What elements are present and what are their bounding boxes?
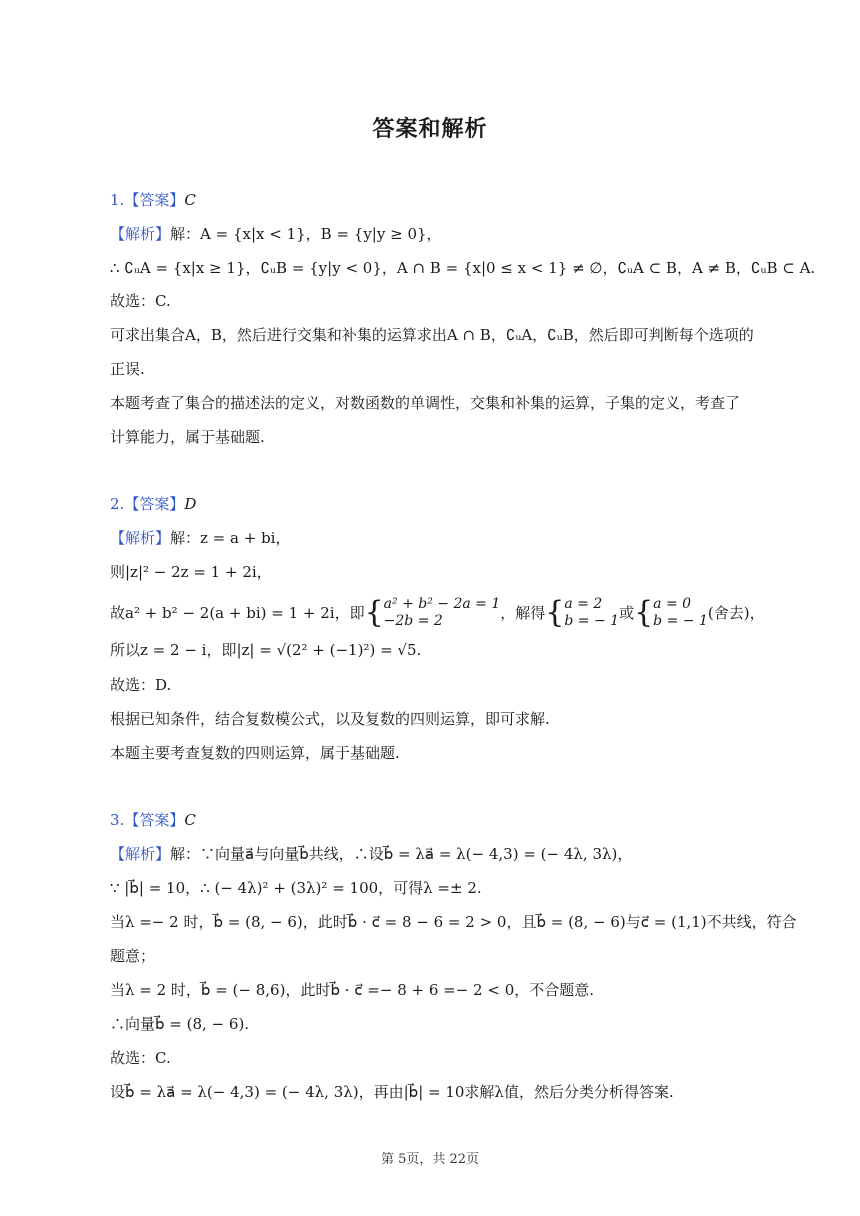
q2-solution-line-6: 根据已知条件，结合复数模公式，以及复数的四则运算，即可求解. [110, 710, 550, 728]
q2-line3-part-c: 或 [619, 604, 635, 622]
q1-answer-line [110, 189, 760, 211]
q2-system-1-top: a² + b² − 2a = 1 [383, 596, 501, 612]
q1-solution-line-3: 故选：C. [110, 292, 171, 310]
q2-solution-line-5: 故选：D. [110, 676, 172, 694]
q3-solution-line-4: 题意； [110, 947, 156, 965]
q2-line3-part-a: 故a² + b² − 2(a + bi) = 1 + 2i，即 [110, 604, 365, 622]
q3-solution-line-7: 故选：C. [110, 1049, 171, 1067]
q1-solution-line-4: 可求出集合A，B，然后进行交集和补集的运算求出A ∩ B，∁ᵤA，∁ᵤB，然后即可判断每个选项的 [110, 326, 754, 344]
q3-solution-line-6: ∴向量b⃗ = (8, − 6). [110, 1015, 250, 1033]
q2-system-3-top: a = 0 [653, 596, 692, 612]
q3-solution-line-1 [110, 843, 760, 865]
brace-icon: { [364, 595, 384, 630]
q2-solution-line-2: 则|z|² − 2z = 1 + 2i， [110, 563, 272, 581]
q2-answer: D [184, 495, 197, 513]
q3-answer-line [110, 809, 760, 831]
q2-number: 2. [110, 495, 125, 513]
q2-solution-line-1 [110, 527, 760, 549]
q2-line3-part-b: ，解得 [500, 604, 546, 622]
q2-line3-part-d: (舍去)， [707, 604, 765, 622]
q2-solution-tag: 【解析】 [110, 529, 171, 547]
q1-solution-line-6: 本题考查了集合的描述法的定义，对数函数的单调性，交集和补集的运算，子集的定义，考查了 [110, 394, 741, 412]
q3-number: 3. [110, 811, 125, 829]
q2-solution-line-7: 本题主要考查复数的四则运算，属于基础题. [110, 744, 400, 762]
page-footer: 第 5页，共 22页 [380, 1152, 480, 1167]
q1-answer: C [184, 191, 196, 209]
q2-solution-text-1: 解：z = a + bi， [170, 529, 291, 547]
q2-system-3-bottom: b = − 1 [653, 613, 708, 629]
q3-solution-line-3: 当λ =− 2 时，b⃗ = (8, − 6)，此时b⃗ · c⃗ = 8 − 6 = 2 > 0，且b⃗ = (8, − 6)与c⃗ = (1,1)不共线，符合 [110, 913, 797, 931]
q1-answer-tag: 【答案】 [124, 191, 185, 209]
q2-system-1-bottom: −2b = 2 [383, 613, 443, 629]
q1-number: 1. [110, 191, 125, 209]
q2-solution-line-3 [110, 595, 765, 631]
q1-solution-text-1: 解：A = {x|x < 1}，B = {y|y ≥ 0}， [170, 225, 442, 243]
q3-solution-line-8: 设b⃗ = λa⃗ = λ(− 4,3) = (− 4λ, 3λ)，再由|b⃗| = 10求解λ值，然后分类分析得答案. [110, 1083, 674, 1101]
page-title: 答案和解析 [372, 117, 488, 142]
q2-answer-line [110, 493, 760, 515]
q1-solution-tag: 【解析】 [110, 225, 171, 243]
q3-solution-line-5: 当λ = 2 时，b⃗ = (− 8,6)，此时b⃗ · c⃗ =− 8 + 6 =− 2 < 0，不合题意. [110, 981, 595, 999]
q2-solution-line-4: 所以z = 2 − i，即|z| = √(2² + (−1)²) = √5. [110, 641, 422, 659]
brace-icon: { [634, 595, 654, 630]
q1-solution-line-5: 正误. [110, 360, 145, 378]
q2-answer-tag: 【答案】 [124, 495, 185, 513]
q2-system-2 [545, 596, 619, 630]
q1-solution-line-1 [110, 223, 760, 245]
q3-answer: C [184, 811, 196, 829]
q3-solution-line-2: ∵ |b⃗| = 10，∴ (− 4λ)² + (3λ)² = 100，可得λ =± 2. [110, 879, 482, 897]
q2-system-2-top: a = 2 [564, 596, 603, 612]
q1-solution-line-2: ∴ ∁ᵤA = {x|x ≥ 1}，∁ᵤB = {y|y < 0}，A ∩ B = {x|0 ≤ x < 1} ≠ ∅，∁ᵤA ⊂ B，A ≠ B，∁ᵤB ⊂ A. [110, 259, 816, 277]
q2-system-2-bottom: b = − 1 [564, 613, 620, 629]
q1-solution-line-7: 计算能力，属于基础题. [110, 428, 265, 446]
q2-system-3 [634, 596, 708, 630]
q3-solution-text-1: 解：∵向量a⃗与向量b⃗共线，∴设b⃗ = λa⃗ = λ(− 4,3) = (− 4λ, 3λ)， [170, 845, 633, 863]
q3-solution-tag: 【解析】 [110, 845, 171, 863]
q2-system-1 [365, 596, 501, 630]
brace-icon: { [545, 595, 565, 630]
q3-answer-tag: 【答案】 [124, 811, 185, 829]
